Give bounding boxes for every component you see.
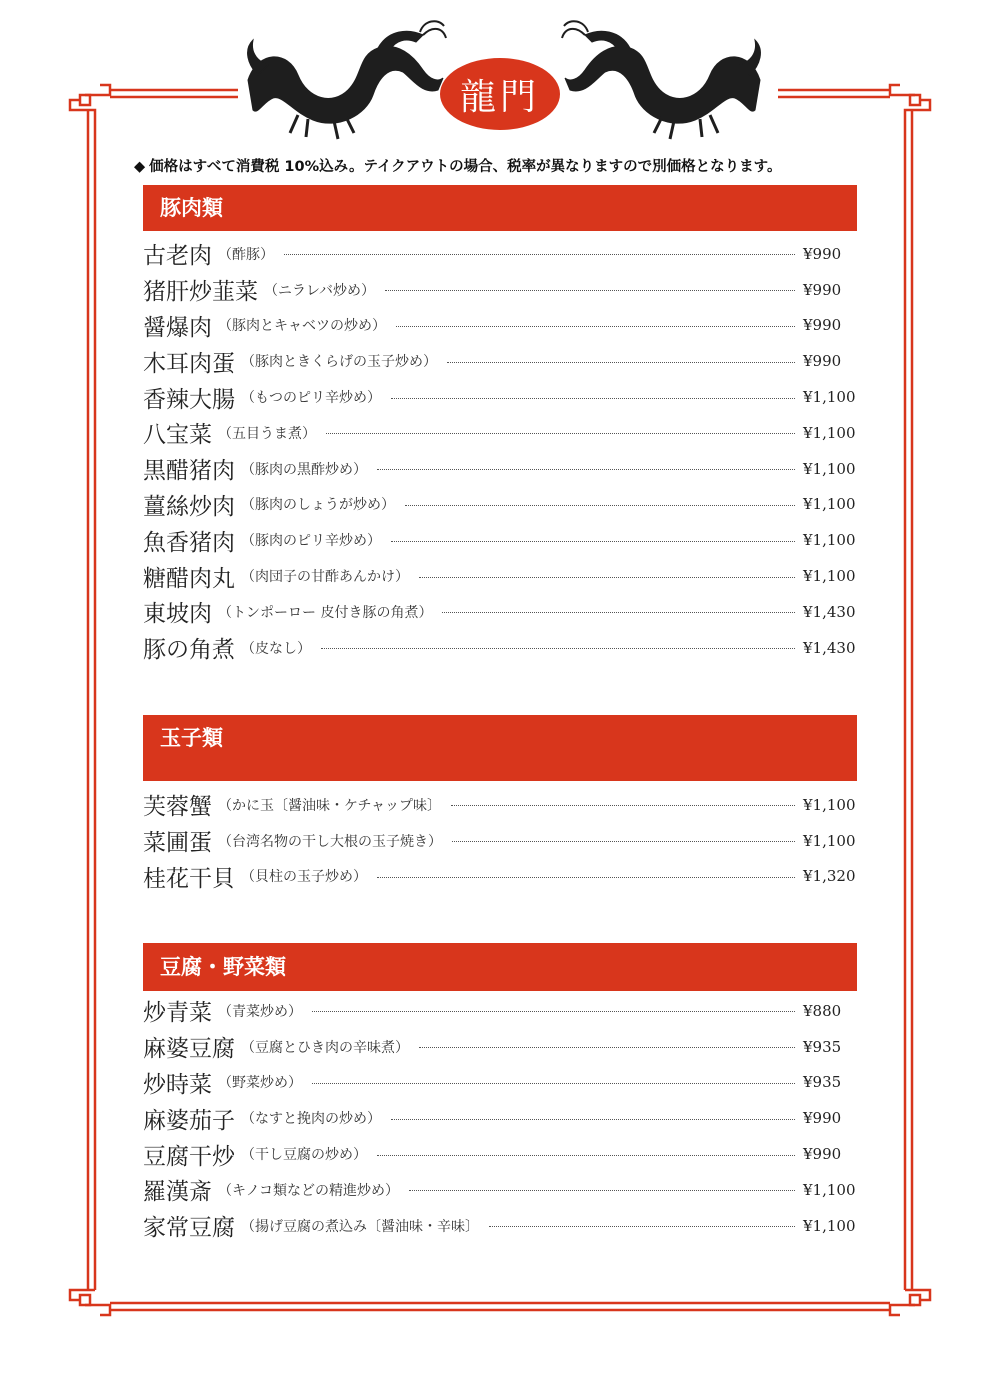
dish-name: 炒時菜 bbox=[143, 1071, 212, 1098]
dot-leader bbox=[419, 1047, 795, 1048]
menu-item bbox=[143, 487, 857, 523]
menu-item bbox=[143, 594, 857, 630]
menu-item bbox=[143, 1029, 857, 1065]
menu-item bbox=[143, 308, 857, 344]
dish-price: ¥990 bbox=[803, 1109, 842, 1128]
dish-price: ¥1,100 bbox=[803, 1216, 856, 1235]
dish-description: （豚肉ときくらげの玉子炒め） bbox=[241, 354, 437, 371]
menu-item bbox=[143, 343, 857, 379]
dish-price: ¥1,100 bbox=[803, 795, 856, 814]
dish-description: （キノコ類などの精進炒め） bbox=[218, 1182, 400, 1199]
dish-name: 古老肉 bbox=[143, 243, 212, 270]
dot-leader bbox=[451, 805, 795, 806]
dot-leader bbox=[442, 612, 795, 613]
menu-item bbox=[143, 1136, 857, 1172]
menu-list-tofu-vegetable bbox=[143, 993, 857, 1244]
menu-item bbox=[143, 522, 857, 558]
dish-description: （貝柱の玉子炒め） bbox=[241, 869, 367, 886]
dot-leader bbox=[447, 362, 795, 363]
menu-item bbox=[143, 415, 857, 451]
dish-description: （五目うま煮） bbox=[218, 425, 316, 442]
dish-description: （野菜炒め） bbox=[218, 1075, 302, 1092]
diamond-bullet-icon: ◆ bbox=[134, 159, 146, 175]
dot-leader bbox=[312, 1083, 795, 1084]
dish-description: （青菜炒め） bbox=[218, 1003, 302, 1020]
dish-price: ¥1,100 bbox=[803, 495, 856, 514]
dish-price: ¥1,100 bbox=[803, 1180, 856, 1199]
dish-description: （揚げ豆腐の煮込み〔醤油味・辛味〕 bbox=[241, 1218, 479, 1235]
dish-description: （豆腐とひき肉の辛味煮） bbox=[241, 1039, 409, 1056]
dish-name: 桂花干貝 bbox=[143, 865, 235, 892]
menu-item bbox=[143, 630, 857, 666]
dish-price: ¥1,320 bbox=[803, 867, 856, 886]
menu-item bbox=[143, 1172, 857, 1208]
dish-description: （ニラレバ炒め） bbox=[264, 282, 376, 299]
dish-price: ¥990 bbox=[803, 316, 842, 335]
menu-item bbox=[143, 859, 857, 895]
dish-description: （台湾名物の干し大根の玉子焼き） bbox=[218, 833, 442, 850]
dish-name: 黒醋猪肉 bbox=[143, 458, 235, 485]
dish-name: 羅漢斎 bbox=[143, 1179, 212, 1206]
dish-price: ¥990 bbox=[803, 352, 842, 371]
menu-list-egg bbox=[143, 787, 857, 894]
dish-name: 猪肝炒韮菜 bbox=[143, 279, 258, 306]
dish-description: （かに玉〔醤油味・ケチャップ味〕 bbox=[218, 797, 442, 814]
menu-item bbox=[143, 379, 857, 415]
dish-price: ¥1,100 bbox=[803, 531, 856, 550]
menu-item bbox=[143, 1100, 857, 1136]
dot-leader bbox=[391, 541, 795, 542]
dish-name: 豆腐干炒 bbox=[143, 1143, 235, 1170]
menu-item bbox=[143, 558, 857, 594]
menu-item bbox=[143, 993, 857, 1029]
menu-item bbox=[143, 1065, 857, 1101]
section-header-pork: 豚肉類 bbox=[143, 185, 857, 231]
dish-name: 家常豆腐 bbox=[143, 1215, 235, 1242]
dish-description: （もつのピリ辛炒め） bbox=[241, 390, 381, 407]
menu-item bbox=[143, 272, 857, 308]
section-header-tofu-vegetable: 豆腐・野菜類 bbox=[143, 943, 857, 991]
dish-name: 菜圃蛋 bbox=[143, 830, 212, 857]
menu-list-pork bbox=[143, 236, 857, 666]
dot-leader bbox=[377, 1155, 795, 1156]
dish-description: （トンポーロー 皮付き豚の角煮） bbox=[218, 604, 433, 621]
dish-price: ¥990 bbox=[803, 244, 842, 263]
dragon-left-image bbox=[238, 20, 448, 140]
dish-description: （豚肉とキャベツの炒め） bbox=[218, 318, 386, 335]
dish-name: 醤爆肉 bbox=[143, 314, 212, 341]
dish-description: （肉団子の甘酢あんかけ） bbox=[241, 569, 409, 586]
menu-item bbox=[143, 823, 857, 859]
dot-leader bbox=[405, 505, 795, 506]
dot-leader bbox=[391, 1119, 795, 1120]
dish-name: 麻婆豆腐 bbox=[143, 1036, 235, 1063]
dish-name: 豚の角煮 bbox=[143, 637, 235, 664]
dragon-right-image bbox=[560, 20, 770, 140]
dish-price: ¥1,100 bbox=[803, 423, 856, 442]
dot-leader bbox=[452, 841, 795, 842]
dish-description: （豚肉のしょうが炒め） bbox=[241, 497, 395, 514]
dot-leader bbox=[419, 577, 795, 578]
dot-leader bbox=[391, 398, 795, 399]
dish-price: ¥990 bbox=[803, 1145, 842, 1164]
dot-leader bbox=[321, 648, 795, 649]
menu-item bbox=[143, 236, 857, 272]
dot-leader bbox=[409, 1190, 795, 1191]
dot-leader bbox=[312, 1011, 795, 1012]
dish-name: 香辣大腸 bbox=[143, 386, 235, 413]
dish-price: ¥935 bbox=[803, 1073, 842, 1092]
dish-price: ¥1,430 bbox=[803, 638, 856, 657]
dish-name: 八宝菜 bbox=[143, 422, 212, 449]
dish-description: （干し豆腐の炒め） bbox=[241, 1147, 367, 1164]
dish-name: 木耳肉蛋 bbox=[143, 350, 235, 377]
dish-description: （豚肉の黒酢炒め） bbox=[241, 461, 367, 478]
dish-description: （皮なし） bbox=[241, 640, 311, 657]
tax-notice-text: 価格はすべて消費税 10%込み。テイクアウトの場合、税率が異なりますので別価格となります。 bbox=[149, 159, 782, 175]
dish-price: ¥1,100 bbox=[803, 831, 856, 850]
dish-description: （酢豚） bbox=[218, 246, 274, 263]
dot-leader bbox=[396, 326, 795, 327]
dish-price: ¥990 bbox=[803, 280, 842, 299]
dish-price: ¥1,430 bbox=[803, 602, 856, 621]
dish-price: ¥1,100 bbox=[803, 567, 856, 586]
dish-description: （豚肉のピリ辛炒め） bbox=[241, 533, 381, 550]
dish-name: 薑絲炒肉 bbox=[143, 493, 235, 520]
dish-name: 炒青菜 bbox=[143, 1000, 212, 1027]
dot-leader bbox=[385, 290, 795, 291]
restaurant-logo: 龍門 bbox=[440, 58, 560, 130]
dish-price: ¥935 bbox=[803, 1037, 842, 1056]
menu-item bbox=[143, 787, 857, 823]
dot-leader bbox=[489, 1226, 795, 1227]
dot-leader bbox=[377, 469, 795, 470]
dot-leader bbox=[326, 433, 795, 434]
menu-item bbox=[143, 451, 857, 487]
dish-price: ¥1,100 bbox=[803, 388, 856, 407]
dish-price: ¥1,100 bbox=[803, 459, 856, 478]
menu-item bbox=[143, 1208, 857, 1244]
dish-name: 魚香猪肉 bbox=[143, 529, 235, 556]
section-header-egg: 玉子類 bbox=[143, 715, 857, 781]
dish-name: 東坡肉 bbox=[143, 601, 212, 628]
dish-name: 糖醋肉丸 bbox=[143, 565, 235, 592]
dish-description: （なすと挽肉の炒め） bbox=[241, 1111, 381, 1128]
dot-leader bbox=[377, 877, 795, 878]
dot-leader bbox=[284, 254, 795, 255]
dish-name: 麻婆茄子 bbox=[143, 1107, 235, 1134]
tax-notice bbox=[134, 155, 894, 176]
dish-name: 芙蓉蟹 bbox=[143, 794, 212, 821]
dish-price: ¥880 bbox=[803, 1001, 842, 1020]
